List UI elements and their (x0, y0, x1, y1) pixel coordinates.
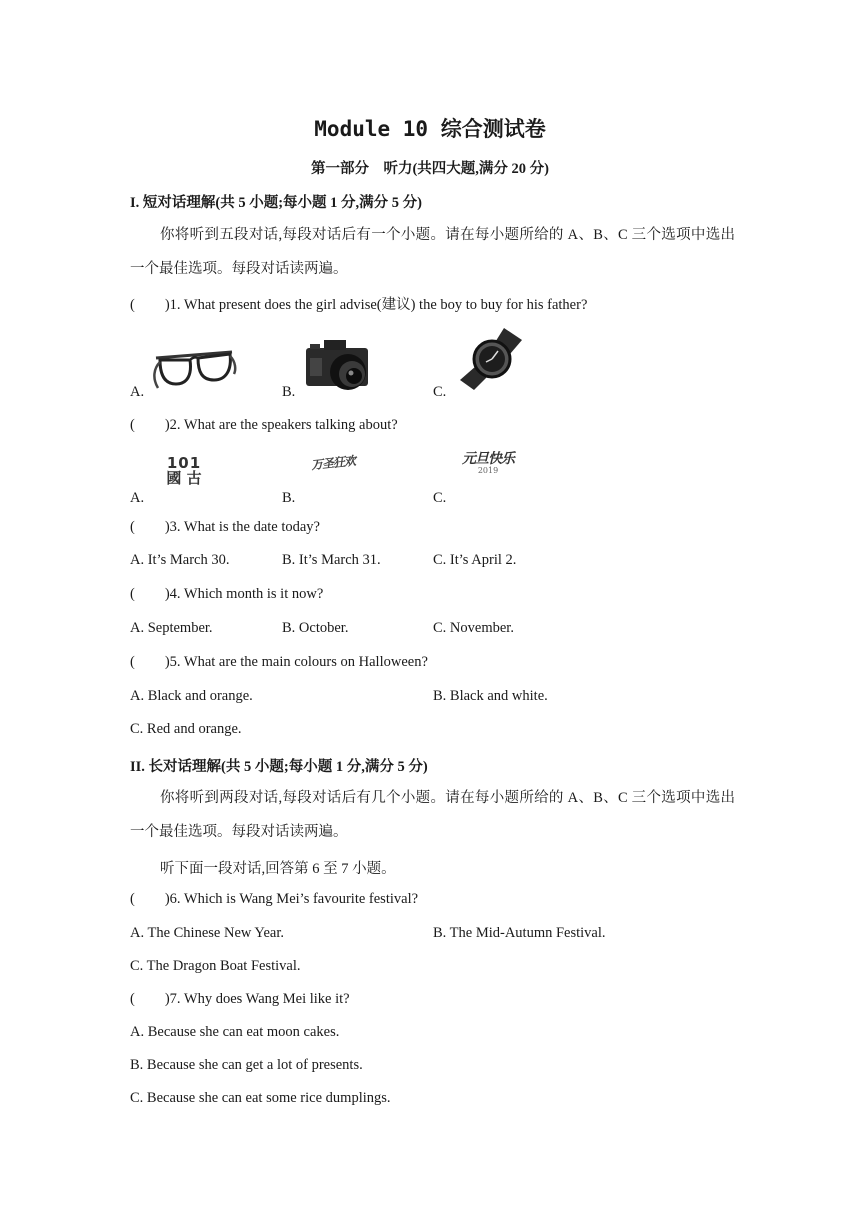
q7-option-b: B. Because she can get a lot of presents. (130, 1057, 363, 1073)
q7-option-a: A. Because she can eat moon cakes. (130, 1024, 340, 1040)
question-text: )2. What are the speakers talking about? (164, 417, 398, 433)
answer-paren: ( (130, 654, 135, 670)
question-2 (130, 417, 398, 434)
question-text: )5. What are the main colours on Halloween? (164, 654, 428, 670)
q2-option-a: A. (130, 490, 145, 506)
part-subtitle: 第一部分 听力(共四大题,满分 20 分) (310, 161, 550, 177)
section-1-instructions: 你将听到五段对话,每段对话后有一个小题。请在每小题所给的 A、B、C 三个选项中选出一个最佳选项。每段对话读两遍。 (130, 227, 735, 277)
answer-paren: ( (130, 297, 135, 313)
q6-option-b: B. The Mid-Autumn Festival. (433, 925, 606, 941)
question-text: )3. What is the date today? (164, 519, 320, 535)
answer-paren: ( (130, 991, 135, 1007)
q4-option-a: A. September. (130, 620, 213, 636)
watch-icon (458, 326, 528, 392)
q5-option-c: C. Red and orange. (130, 721, 242, 737)
question-text: )1. What present does the girl advise(建议) the boy to buy for his father? (164, 297, 588, 313)
question-4 (130, 586, 323, 603)
glasses-icon (150, 344, 238, 396)
question-6 (130, 891, 418, 908)
page-title: Module 10 综合测试卷 (314, 117, 546, 141)
question-7 (130, 991, 350, 1008)
q2-option-c: C. (433, 490, 447, 506)
answer-paren: ( (130, 586, 135, 602)
q6-option-c: C. The Dragon Boat Festival. (130, 958, 301, 974)
q2-option-b: B. (282, 490, 296, 506)
q1-option-b: B. (282, 384, 296, 400)
question-text: )6. Which is Wang Mei’s favourite festival? (164, 891, 419, 907)
q4-option-c: C. November. (433, 620, 514, 636)
q3-option-c: C. It’s April 2. (433, 552, 517, 568)
question-text: )7. Why does Wang Mei like it? (164, 991, 350, 1007)
logo-c-sub: 2019 (477, 465, 499, 475)
new-year-logo (455, 452, 521, 490)
q1-option-a: A. (130, 384, 145, 400)
q5-option-b: B. Black and white. (433, 688, 548, 704)
question-5 (130, 654, 428, 671)
answer-paren: ( (130, 891, 135, 907)
q6-option-a: A. The Chinese New Year. (130, 925, 284, 941)
question-1 (130, 293, 587, 314)
q3-option-a: A. It’s March 30. (130, 552, 230, 568)
answer-paren: ( (130, 519, 135, 535)
section-2-instructions: 你将听到两段对话,每段对话后有几个小题。请在每小题所给的 A、B、C 三个选项中选出一个最佳选项。每段对话读两遍。 (130, 790, 735, 840)
question-3 (130, 519, 320, 536)
logo-c-text: 元旦快乐 (462, 451, 514, 467)
logo-b-text: 万圣狂欢 (310, 453, 356, 473)
question-text: )4. Which month is it now? (164, 586, 324, 602)
q4-option-b: B. October. (282, 620, 349, 636)
camera-icon (304, 336, 380, 392)
q7-option-c: C. Because she can eat some rice dumplings. (130, 1090, 391, 1106)
section-1-heading: I. 短对话理解(共 5 小题;每小题 1 分,满分 5 分) (130, 195, 423, 211)
answer-paren: ( (130, 417, 135, 433)
q1-option-c: C. (433, 384, 447, 400)
q5-option-a: A. Black and orange. (130, 688, 253, 704)
section-2-note: 听下面一段对话,回答第 6 至 7 小题。 (160, 861, 396, 877)
section-2-heading: II. 长对话理解(共 5 小题;每小题 1 分,满分 5 分) (130, 759, 428, 775)
q3-option-b: B. It’s March 31. (282, 552, 381, 568)
halloween-logo (303, 454, 363, 484)
logo-a-bottom: 國 古 (166, 469, 202, 487)
logo-a-top: 101 (166, 454, 202, 472)
national-day-logo (160, 456, 208, 492)
